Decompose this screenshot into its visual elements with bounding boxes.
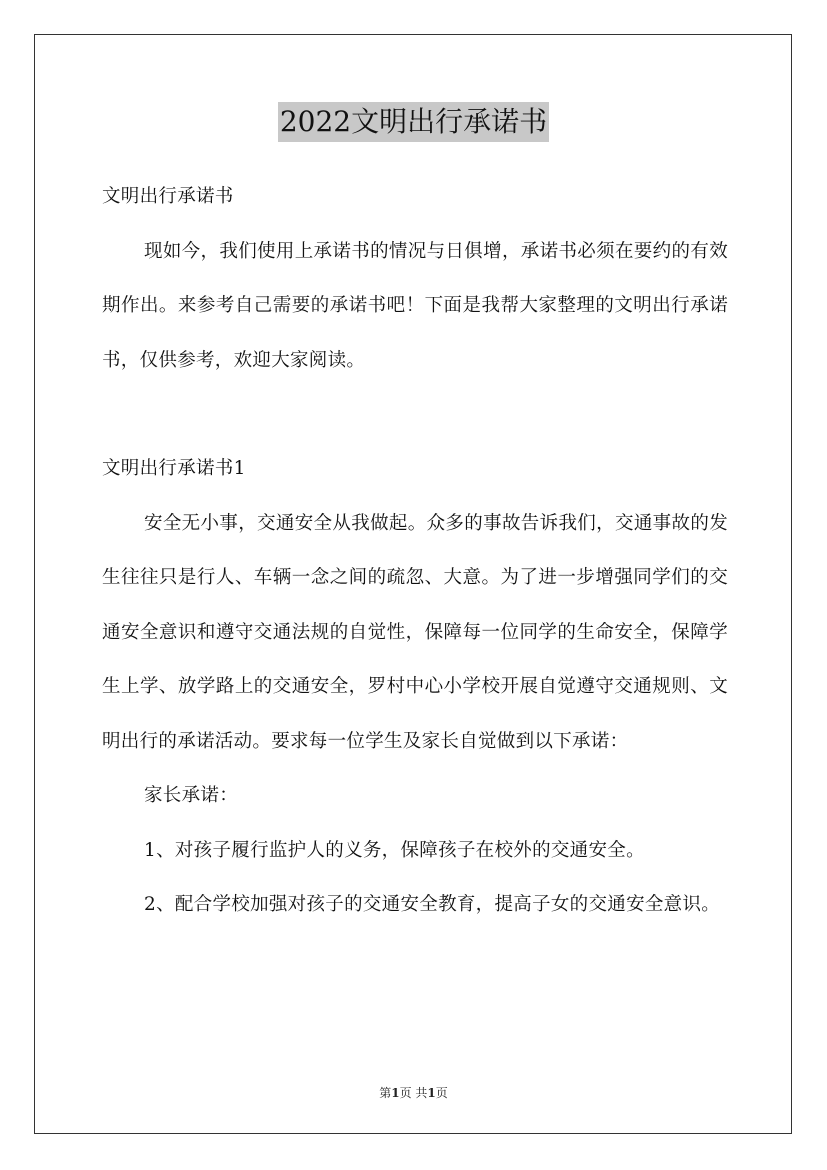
pledge-item-2: 2、配合学校加强对孩子的交通安全教育，提高子女的交通安全意识。 xyxy=(144,894,721,915)
footer-page-number: 1 xyxy=(391,1086,400,1100)
footer-total-pages: 1 xyxy=(427,1086,436,1100)
section-heading: 文明出行承诺书1 xyxy=(102,458,246,479)
intro-paragraph: 现如今，我们使用上承诺书的情况与日俱增，承诺书必须在要约的有效期作出。来参考自己需要的承诺书吧！下面是我帮大家整理的文明出行承诺书，仅供参考，欢迎大家阅读。 xyxy=(102,240,728,371)
document-body xyxy=(102,170,728,933)
pledge-item-1: 1、对孩子履行监护人的义务，保障孩子在校外的交通安全。 xyxy=(144,839,645,861)
footer-suffix: 页 xyxy=(435,1086,448,1100)
spacer xyxy=(102,388,728,442)
footer-mid: 页 共 xyxy=(399,1086,428,1100)
subtitle: 文明出行承诺书 xyxy=(102,186,234,207)
parent-pledge-heading: 家长承诺： xyxy=(144,785,239,806)
title-container xyxy=(0,102,827,142)
footer-prefix: 第 xyxy=(379,1086,392,1100)
document-title: 2022文明出行承诺书 xyxy=(278,102,549,142)
section-paragraph: 安全无小事，交通安全从我做起。众多的事故告诉我们，交通事故的发生往往只是行人、车辆一念之间的疏忽、大意。为了进一步增强同学们的交通安全意识和遵守交通法规的自觉性，保障每一位同学的生命安全，保障学生上学、放学路上的交通安全，罗村中心小学校开展自觉遵守交通规则、文明出行的承诺活动。要求每一位学生及家长自觉做到以下承诺： xyxy=(102,512,728,752)
page-footer xyxy=(0,1085,827,1101)
